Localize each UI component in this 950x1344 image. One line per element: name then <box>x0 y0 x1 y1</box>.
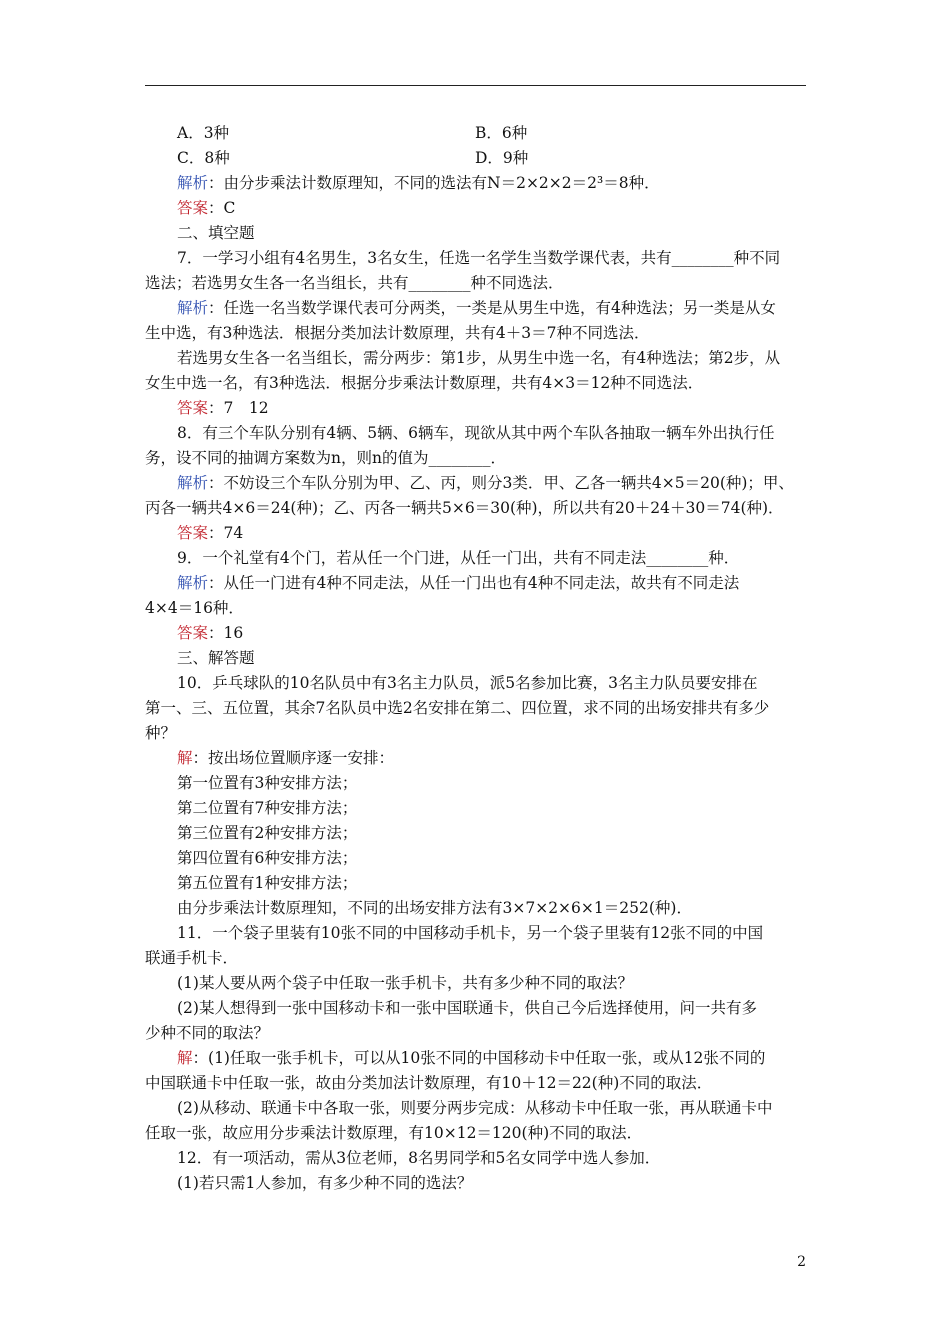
q8-solution: 解析：不妨设三个车队分别为甲、乙、丙，则分3类．甲、乙各一辆共4×5＝20(种)；甲、 <box>177 474 794 492</box>
answer-label: 答案 <box>177 199 209 217</box>
options-row-2 <box>145 146 806 171</box>
answer-label: 答案 <box>177 399 209 417</box>
q11-part-1: (1)某人要从两个袋子中任取一张手机卡，共有多少种不同的取法？ <box>177 974 633 992</box>
q11-solution-cont: 中国联通卡中任取一张，故由分类加法计数原理，有10＋12＝22(种)不同的取法． <box>145 1074 713 1092</box>
q8-solution-cont: 丙各一辆共4×6＝24(种)；乙、丙各一辆共5×6＝30(种)，所以共有20＋24＋30＝74(种)． <box>145 499 784 517</box>
q10-step-2: 第二位置有7种安排方法； <box>177 799 358 817</box>
q11-part-2: (2)某人想得到一张中国移动卡和一张中国联通卡，供自己今后选择使用，问一共有多 <box>177 999 757 1017</box>
q7-solution-cont: 女生中选一名，有3种选法．根据分步乘法计数原理，共有4×3＝12种不同选法． <box>145 374 704 392</box>
option-a: A．3种 <box>177 124 230 142</box>
solution-label: 解 <box>177 749 193 767</box>
q9-solution: 解析：从任一门进有4种不同走法，从任一门出也有4种不同走法，故共有不同走法 <box>177 574 740 592</box>
option-d: D．9种 <box>475 149 529 167</box>
q11-solution-cont: 任取一张，故应用分步乘法计数原理，有10×12＝120(种)不同的取法． <box>145 1124 643 1142</box>
q10-step-1: 第一位置有3种安排方法； <box>177 774 358 792</box>
q7-answer: 答案：7 12 <box>177 399 269 417</box>
q12-question: 12．有一项活动，需从3位老师，8名男同学和5名女同学中选人参加． <box>177 1149 661 1167</box>
q7-question: 7．一学习小组有4名男生，3名女生，任选一名学生当数学课代表，共有________种不同 <box>177 249 781 267</box>
q7-solution-step: 若选男女生各一名当组长，需分两步：第1步，从男生中选一名，有4种选法；第2步，从 <box>177 349 781 367</box>
header-rule <box>145 85 806 86</box>
q8-answer: 答案：74 <box>177 524 244 542</box>
solution-label: 解析 <box>177 574 209 592</box>
q10-step-4: 第四位置有6种安排方法； <box>177 849 358 867</box>
solution-label: 解析 <box>177 299 209 317</box>
answer-label: 答案 <box>177 624 209 642</box>
option-b: B．6种 <box>475 124 528 142</box>
q11-question-cont: 联通手机卡． <box>145 949 239 967</box>
solution-label: 解析 <box>177 474 209 492</box>
q11-question: 11．一个袋子里装有10张不同的中国移动手机卡，另一个袋子里装有12张不同的中国 <box>177 924 764 942</box>
q8-question-cont: 务，设不同的抽调方案数为n，则n的值为________． <box>145 449 506 467</box>
q7-question-cont: 选法；若选男女生各一名当组长，共有________种不同选法． <box>145 274 564 292</box>
q11-solution: 解：(1)任取一张手机卡，可以从10张不同的中国移动卡中任取一张，或从12张不同的 <box>177 1049 766 1067</box>
q10-conclusion: 由分步乘法计数原理知，不同的出场安排方法有3×7×2×6×1＝252(种)． <box>177 899 692 917</box>
section-title-fill-in: 二、填空题 <box>177 224 255 242</box>
options-row-1 <box>145 121 806 146</box>
q9-question: 9．一个礼堂有4个门，若从任一个门进，从任一门出，共有不同走法________种． <box>177 549 740 567</box>
q9-solution-cont: 4×4＝16种． <box>145 599 244 617</box>
option-c: C．8种 <box>177 149 230 167</box>
section-title-solve: 三、解答题 <box>177 649 255 667</box>
q11-solution-part-2: (2)从移动、联通卡中各取一张，则要分两步完成：从移动卡中任取一张，再从联通卡中 <box>177 1099 773 1117</box>
q6-answer: 答案：C <box>177 199 236 217</box>
document-body <box>145 121 806 1196</box>
q7-solution-cont: 生中选，有3种选法．根据分类加法计数原理，共有4＋3＝7种不同选法． <box>145 324 650 342</box>
q10-solution: 解：按出场位置顺序逐一安排： <box>177 749 395 767</box>
page-number: 2 <box>797 1254 806 1270</box>
q11-part-2-cont: 少种不同的取法？ <box>145 1024 270 1042</box>
q10-question-cont: 种？ <box>145 724 177 742</box>
q12-part-1: (1)若只需1人参加，有多少种不同的选法？ <box>177 1174 473 1192</box>
q10-question-cont: 第一、三、五位置，其余7名队员中选2名安排在第二、四位置，求不同的出场安排共有多少 <box>145 699 770 717</box>
solution-label: 解析 <box>177 174 209 192</box>
solution-label: 解 <box>177 1049 193 1067</box>
q8-question: 8．有三个车队分别有4辆、5辆、6辆车，现欲从其中两个车队各抽取一辆车外出执行任 <box>177 424 775 442</box>
q10-question: 10．乒乓球队的10名队员中有3名主力队员，派5名参加比赛，3名主力队员要安排在 <box>177 674 758 692</box>
answer-label: 答案 <box>177 524 209 542</box>
q6-solution: 解析：由分步乘法计数原理知，不同的选法有N＝2×2×2＝2³＝8种． <box>177 174 660 192</box>
q10-step-5: 第五位置有1种安排方法； <box>177 874 358 892</box>
q7-solution: 解析：任选一名当数学课代表可分两类，一类是从男生中选，有4种选法；另一类是从女 <box>177 299 776 317</box>
q9-answer: 答案：16 <box>177 624 244 642</box>
q10-step-3: 第三位置有2种安排方法； <box>177 824 358 842</box>
